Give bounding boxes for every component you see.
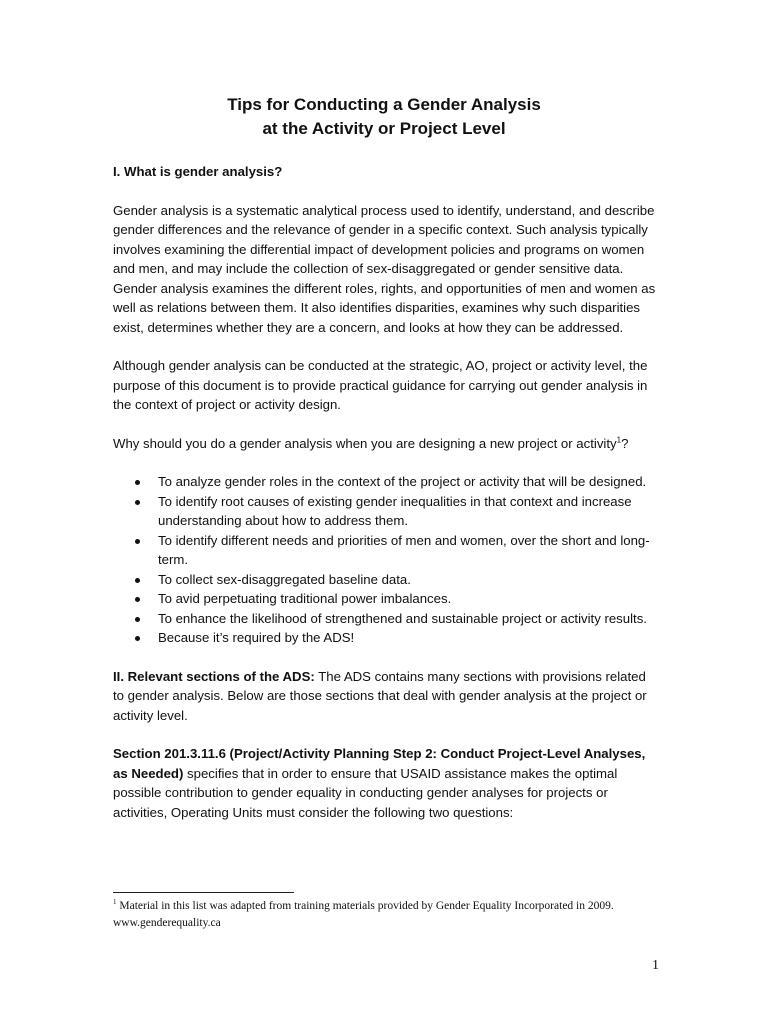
list-item: [113, 628, 658, 648]
list-item-text: To enhance the likelihood of strengthened and sustainable project or activity results.: [158, 610, 647, 626]
list-item: [113, 472, 658, 492]
list-item: [113, 609, 658, 629]
section-ref-paragraph: [113, 744, 658, 822]
list-item: [113, 492, 658, 531]
list-item: [113, 589, 658, 609]
title-line-2: at the Activity or Project Level: [262, 119, 506, 138]
section-2-heading: II. Relevant sections of the ADS:: [113, 668, 315, 684]
list-item-text: To identify different needs and priorities of men and women, over the short and long-term.: [158, 532, 650, 567]
footnote-marker: 1: [113, 898, 117, 907]
list-item: [113, 570, 658, 590]
footnote: [113, 898, 658, 932]
list-item: [113, 531, 658, 570]
section-1-heading: I. What is gender analysis?: [113, 164, 283, 179]
list-item-text: To collect sex-disaggregated baseline data.: [158, 571, 411, 587]
bullet-icon: [135, 636, 140, 641]
document-body: [113, 162, 658, 822]
bullet-icon: [135, 539, 140, 544]
question-mark: ?: [621, 435, 629, 451]
list-item-text: To avid perpetuating traditional power imbalances.: [158, 591, 452, 606]
question-text: Why should you do a gender analysis when you are designing a new project or activity: [113, 435, 617, 451]
bullet-icon: [135, 617, 140, 622]
list-item-text: Because it’s required by the ADS!: [158, 630, 355, 645]
bullet-icon: [135, 578, 140, 583]
section-1-paragraph-2: Although gender analysis can be conducted at the strategic, AO, project or activity level, the purpose of this document is to provide practical guidance for carrying out gender analysis in the context of project or activity design.: [113, 358, 648, 412]
section-reference-text: specifies that in order to ensure that USAID assistance makes the optimal possible contribution to gender equality in conducting gender analyses for projects or activities, Operating Units must consider the following two questions:: [113, 765, 618, 820]
document-title: [0, 93, 768, 141]
section-reference: Section 201.3.11.6 (Project/Activity Planning Step 2: Conduct Project-Level Analyses, as Needed): [113, 746, 646, 781]
page-number: 1: [652, 958, 659, 973]
section-1-paragraph-1: Gender analysis is a systematic analytical process used to identify, understand, and describe gender differences and the relevance of gender in a specific context. Such analysis typically involves examining the differential impact of development policies and programs on women and men, and may include the collection of sex-disaggregated or gender sensitive data. Gender analysis examines the different roles, rights, and opportunities of men and women as well as relations between them. It also identifies disparities, examines why such disparities exist, determines whether they are a concern, and looks at how they can be addressed.: [113, 202, 656, 335]
footnote-divider: [113, 892, 294, 893]
reasons-list: [113, 472, 658, 648]
list-item-text: To analyze gender roles in the context of the project or activity that will be designed.: [158, 474, 647, 489]
bullet-icon: [135, 597, 140, 602]
list-item-text: To identify root causes of existing gender inequalities in that context and increase understanding about how to address them.: [158, 493, 632, 528]
bullet-icon: [135, 500, 140, 505]
footnote-reference: 1: [616, 435, 622, 445]
section-2-text: The ADS contains many sections with provisions related to gender analysis. Below are those sections that deal with gender analysis at the project or activity level.: [113, 668, 647, 723]
footnote-text: Material in this list was adapted from training materials provided by Gender Equality Incorporated in 2009. www.genderequality.ca: [113, 900, 614, 929]
bullet-icon: [135, 480, 140, 485]
title-line-1: Tips for Conducting a Gender Analysis: [227, 95, 541, 114]
section-2-paragraph: [113, 667, 658, 726]
section-1-question: [113, 434, 658, 454]
